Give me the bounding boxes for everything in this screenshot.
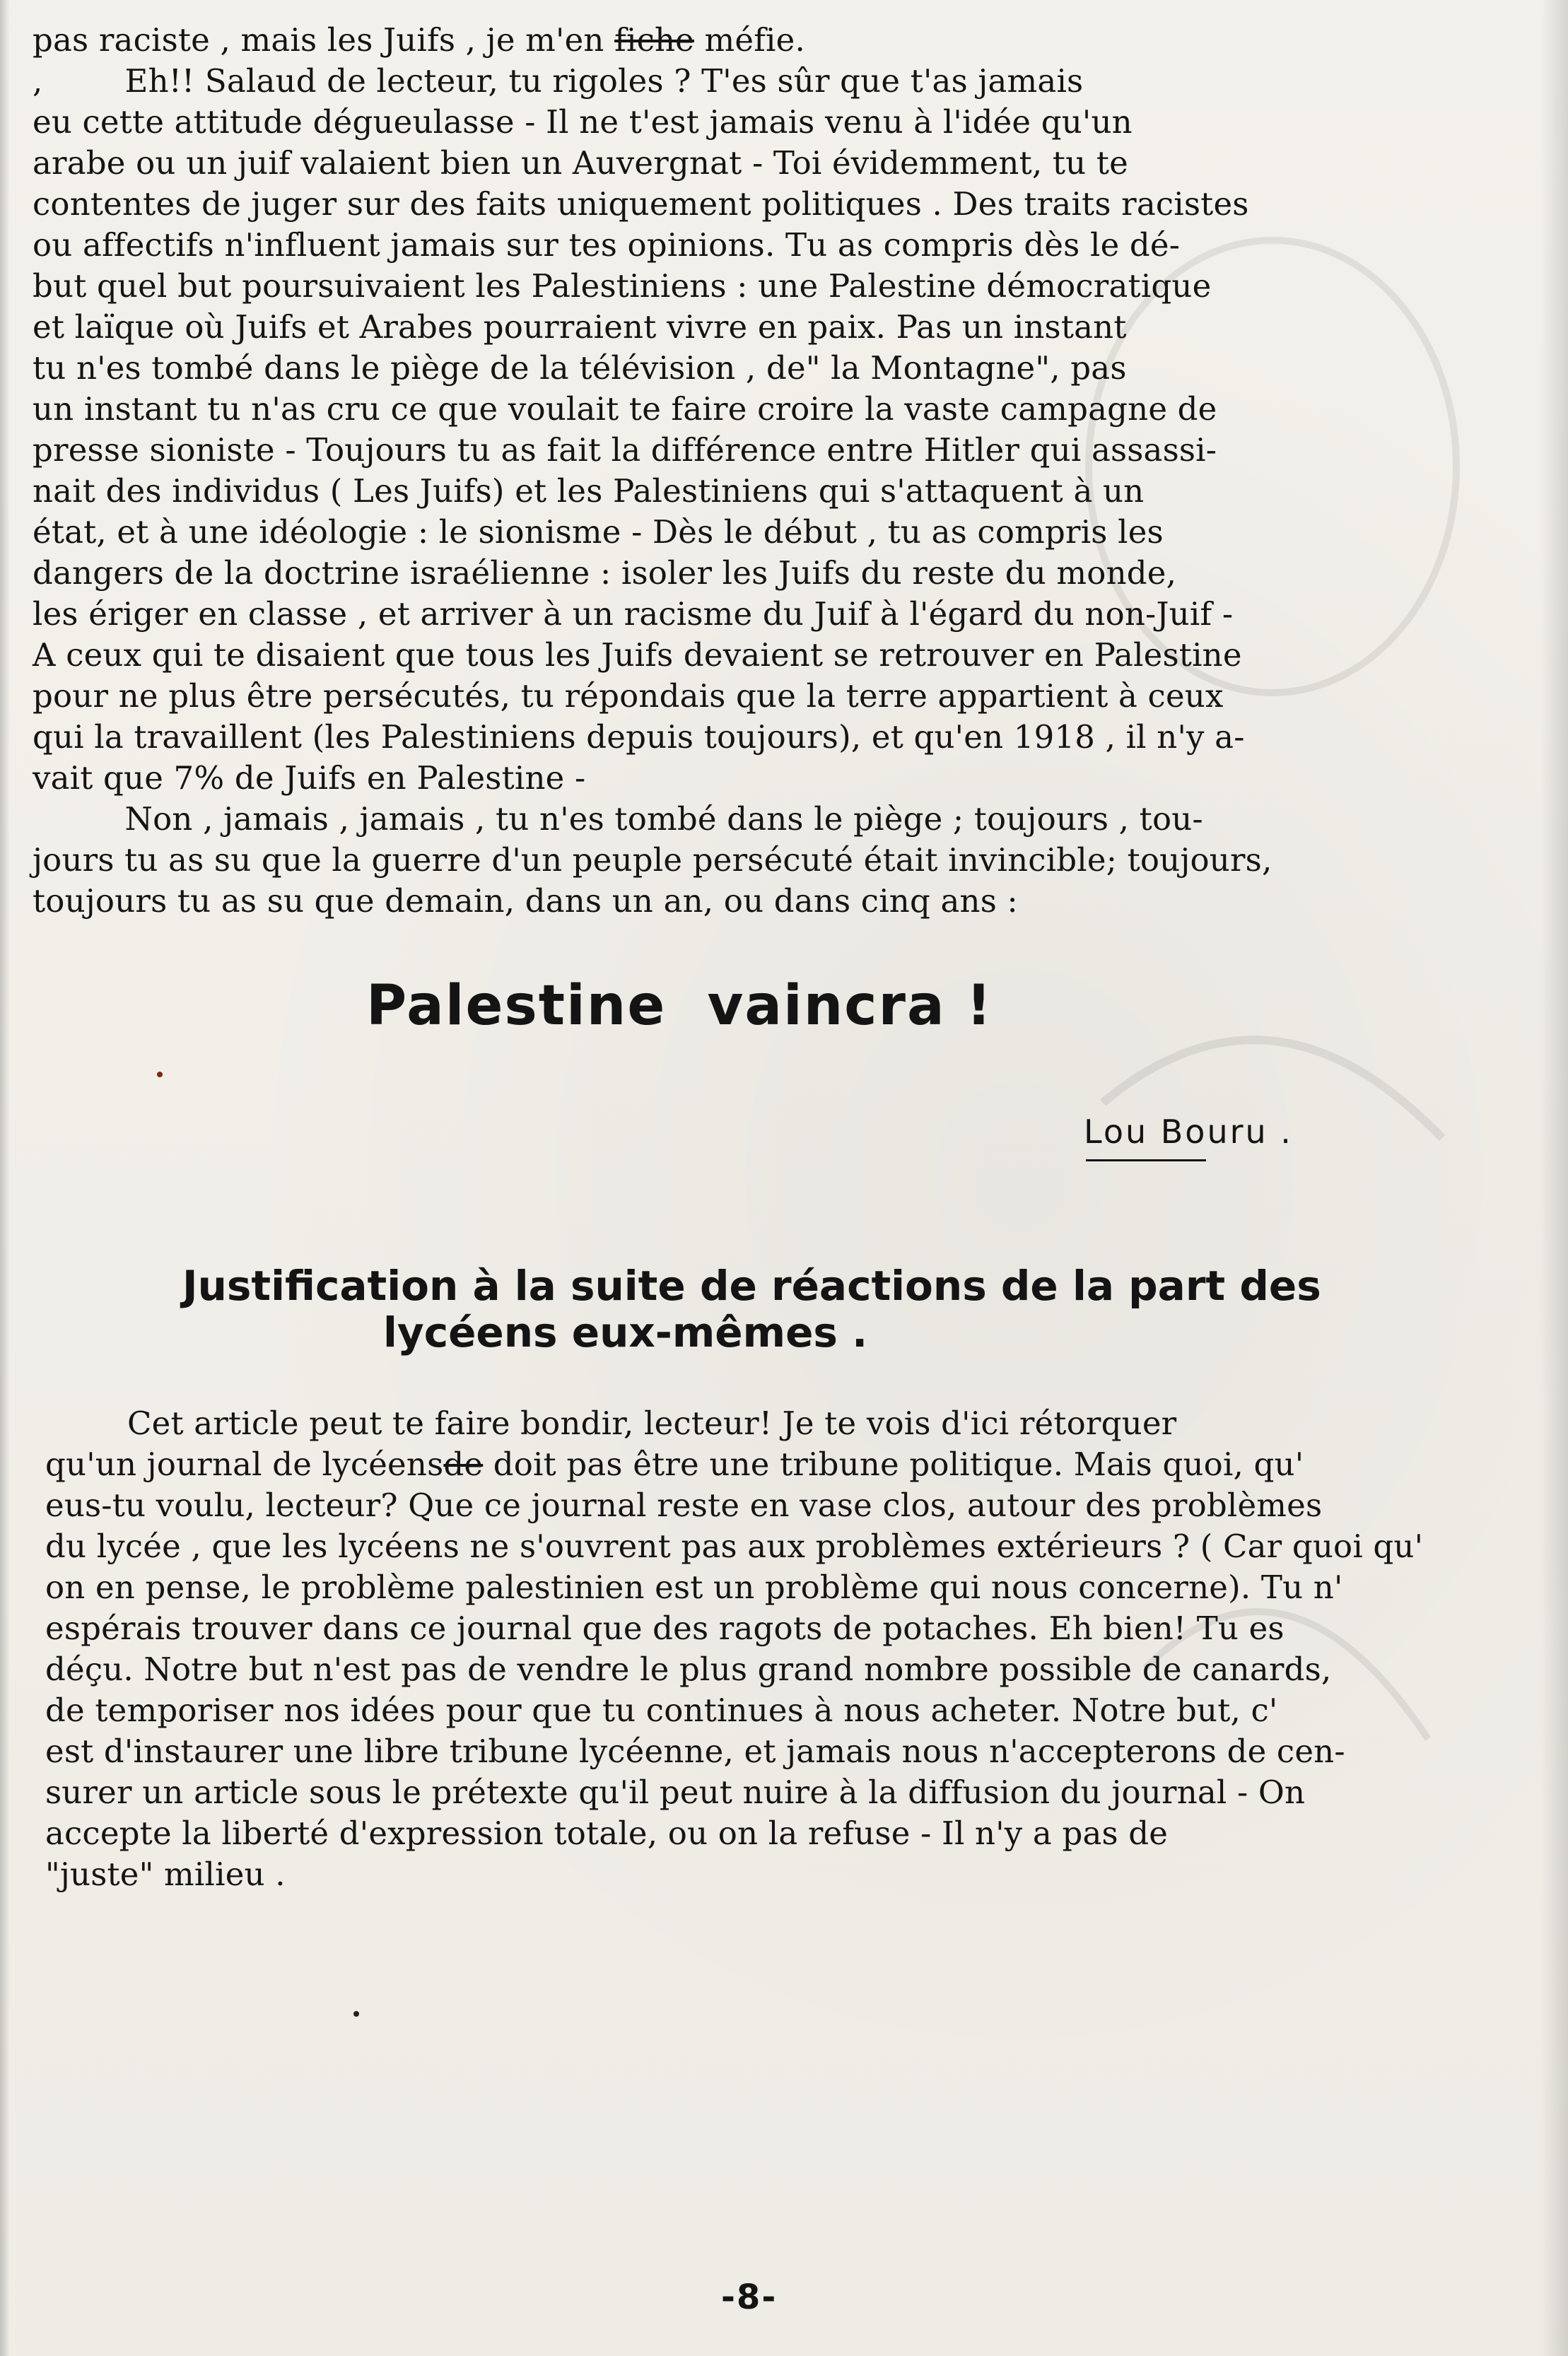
text-segment: surer un article sous le prétexte qu'il peut nuire à la diffusion du journal - On xyxy=(45,1774,1306,1811)
text-segment: but quel but poursuivaient les Palestiniens : une Palestine démocratique xyxy=(33,267,1212,305)
slogan-heading: Palestine vaincra ! xyxy=(366,974,993,1038)
text-segment: pas raciste , mais les Juifs , je m'en xyxy=(33,21,615,59)
text-line xyxy=(45,1403,1516,1444)
text-line xyxy=(33,676,1503,717)
ink-speck xyxy=(157,1072,163,1077)
article-heading-line-2: lycéens eux-mêmes . xyxy=(383,1308,868,1356)
text-line xyxy=(45,1813,1516,1854)
text-segment: Cet article peut te faire bondir, lecteur! Je te vois d'ici rétorquer xyxy=(45,1405,1177,1442)
text-segment: accepte la liberté d'expression totale, ou on la refuse - Il n'y a pas de xyxy=(45,1815,1169,1852)
text-segment: jours tu as su que la guerre d'un peuple persécuté était invincible; toujours, xyxy=(33,841,1272,879)
text-line xyxy=(33,635,1503,676)
text-segment: A ceux qui te disaient que tous les Juifs devaient se retrouver en Palestine xyxy=(33,636,1242,674)
text-line xyxy=(33,266,1503,307)
article-body-2 xyxy=(45,1403,1516,1895)
struck-word: de xyxy=(443,1446,484,1483)
text-line xyxy=(33,184,1503,225)
text-line xyxy=(33,307,1503,348)
text-segment: presse sioniste - Toujours tu as fait la différence entre Hitler qui assassi- xyxy=(33,431,1217,469)
text-segment: contentes de juger sur des faits uniquement politiques . Des traits racistes xyxy=(33,185,1249,223)
text-line xyxy=(33,840,1503,881)
article-body-1 xyxy=(33,20,1503,922)
text-segment: dangers de la doctrine israélienne : isoler les Juifs du reste du monde, xyxy=(33,554,1177,592)
text-line xyxy=(33,430,1503,471)
text-segment: ou affectifs n'influent jamais sur tes opinions. Tu as compris dès le dé- xyxy=(33,226,1181,264)
text-segment: eus-tu voulu, lecteur? Que ce journal reste en vase clos, autour des problèmes xyxy=(45,1487,1323,1524)
signature-underline xyxy=(1086,1159,1206,1161)
text-line xyxy=(33,225,1503,266)
text-line xyxy=(33,594,1503,635)
text-segment: "juste" milieu . xyxy=(45,1856,286,1893)
page-edge-shadow-left xyxy=(0,0,10,2356)
text-segment: état, et à une idéologie : le sionisme - Dès le début , tu as compris les xyxy=(33,513,1164,551)
text-segment: et laïque où Juifs et Arabes pourraient vivre en paix. Pas un instant xyxy=(33,308,1127,346)
text-line xyxy=(33,20,1503,61)
text-line xyxy=(33,758,1503,799)
text-line xyxy=(45,1608,1516,1649)
text-segment: du lycée , que les lycéens ne s'ouvrent pas aux problèmes extérieurs ? ( Car quoi qu' xyxy=(45,1528,1424,1565)
article-heading xyxy=(182,1262,1526,1356)
text-line xyxy=(33,389,1503,430)
ink-speck xyxy=(353,2011,359,2017)
text-line xyxy=(45,1649,1516,1690)
text-segment: de temporiser nos idées pour que tu continues à nous acheter. Notre but, c' xyxy=(45,1692,1278,1729)
text-line xyxy=(45,1731,1516,1772)
text-segment: arabe ou un juif valaient bien un Auvergnat - Toi évidemment, tu te xyxy=(33,144,1128,182)
text-line xyxy=(33,512,1503,553)
text-segment: vait que 7% de Juifs en Palestine - xyxy=(33,759,586,797)
author-signature: Lou Bouru . xyxy=(1084,1113,1293,1151)
text-segment: , Eh!! Salaud de lecteur, tu rigoles ? T'es sûr que t'as jamais xyxy=(33,62,1084,100)
text-line xyxy=(45,1485,1516,1526)
article-heading-line-1: Justification à la suite de réactions de la part des xyxy=(182,1262,1321,1310)
text-line xyxy=(33,348,1503,389)
text-segment: on en pense, le problème palestinien est un problème qui nous concerne). Tu n' xyxy=(45,1569,1343,1606)
text-segment: les ériger en classe , et arriver à un racisme du Juif à l'égard du non-Juif - xyxy=(33,595,1234,633)
text-line xyxy=(45,1567,1516,1608)
text-segment: déçu. Notre but n'est pas de vendre le plus grand nombre possible de canards, xyxy=(45,1651,1332,1688)
text-segment: tu n'es tombé dans le piège de la télévision , de" la Montagne", pas xyxy=(33,349,1127,387)
text-line xyxy=(45,1854,1516,1895)
page-number: -8- xyxy=(721,2278,778,2317)
text-line xyxy=(33,553,1503,594)
text-line xyxy=(33,471,1503,512)
struck-word: fiche xyxy=(614,21,694,59)
text-line xyxy=(33,102,1503,143)
text-line xyxy=(33,61,1503,102)
text-segment: Non , jamais , jamais , tu n'es tombé dans le piège ; toujours , tou- xyxy=(33,800,1203,838)
text-segment: qui la travaillent (les Palestiniens depuis toujours), et qu'en 1918 , il n'y a- xyxy=(33,718,1245,756)
text-line xyxy=(33,881,1503,922)
text-segment: un instant tu n'as cru ce que voulait te faire croire la vaste campagne de xyxy=(33,390,1217,428)
text-line xyxy=(45,1772,1516,1813)
text-segment: espérais trouver dans ce journal que des ragots de potaches. Eh bien! Tu es xyxy=(45,1610,1285,1647)
text-line xyxy=(45,1690,1516,1731)
text-segment: pour ne plus être persécutés, tu répondais que la terre appartient à ceux xyxy=(33,677,1224,715)
text-line xyxy=(45,1444,1516,1485)
text-segment: eu cette attitude dégueulasse - Il ne t'est jamais venu à l'idée qu'un xyxy=(33,103,1133,141)
text-segment: nait des individus ( Les Juifs) et les Palestiniens qui s'attaquent à un xyxy=(33,472,1145,510)
text-segment: doit pas être une tribune politique. Mais quoi, qu' xyxy=(483,1446,1304,1483)
text-line xyxy=(33,717,1503,758)
text-segment: est d'instaurer une libre tribune lycéenne, et jamais nous n'accepterons de cen- xyxy=(45,1733,1345,1770)
text-line xyxy=(33,799,1503,840)
text-segment: qu'un journal de lycéens xyxy=(45,1446,444,1483)
text-segment: toujours tu as su que demain, dans un an, ou dans cinq ans : xyxy=(33,882,1018,920)
text-line xyxy=(33,143,1503,184)
text-line xyxy=(45,1526,1516,1567)
text-segment: méfie. xyxy=(694,21,805,59)
page-edge-shadow-right xyxy=(1540,0,1568,2356)
